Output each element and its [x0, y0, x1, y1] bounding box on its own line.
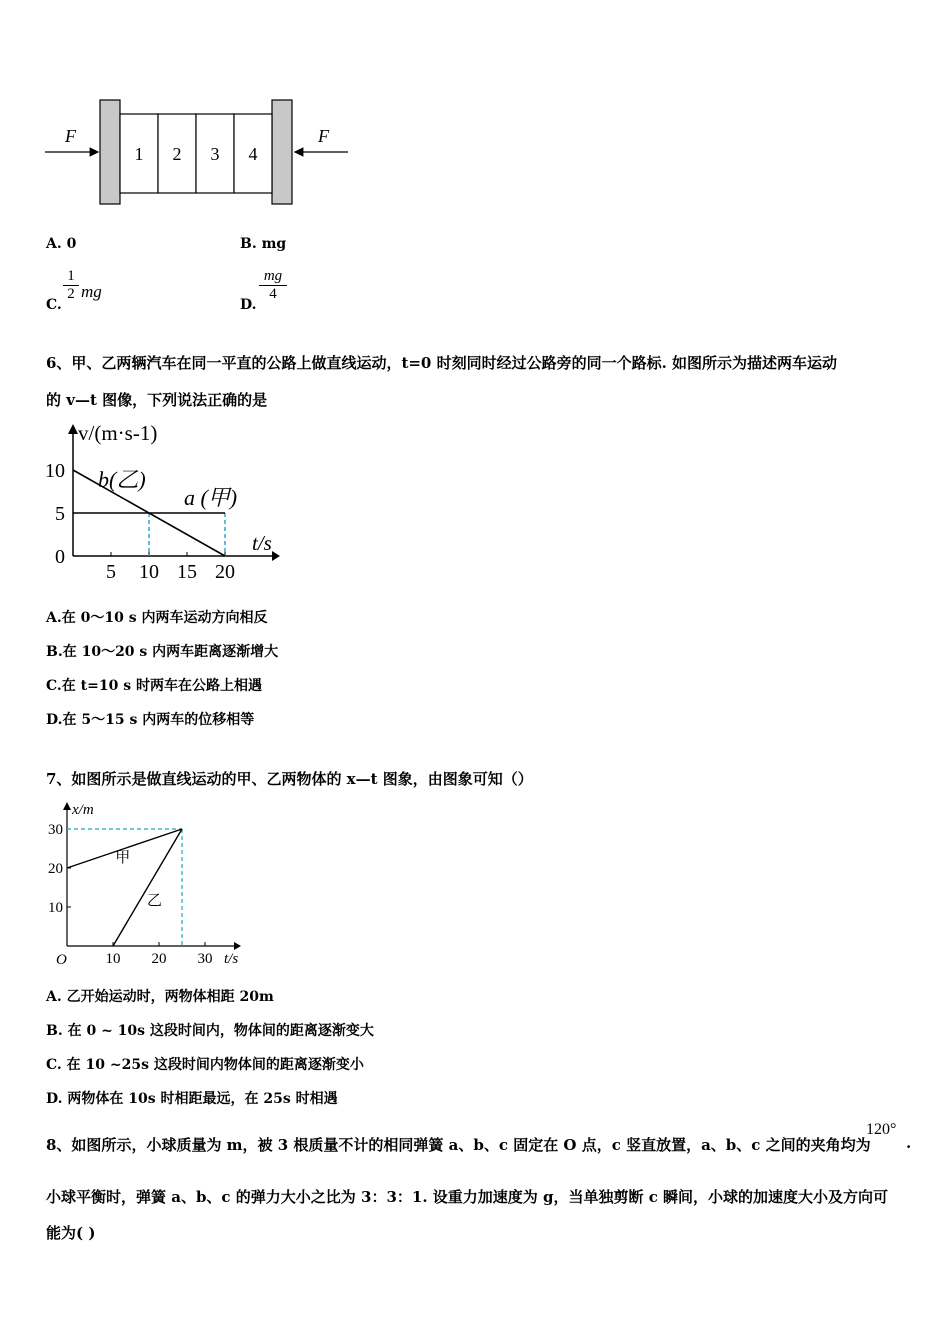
- q6-option-c: C.在 t=10 s 时两车在公路上相遇: [46, 678, 262, 694]
- q7-option-b: B. 在 0 ~ 10s 这段时间内，物体间的距离逐渐变大: [46, 1023, 374, 1039]
- block-3-label: 3: [210, 144, 220, 164]
- x-axis-arrow: [234, 942, 241, 950]
- q5-option-b: B. mg: [240, 236, 287, 252]
- q8-stem-line-2: 小球平衡时，弹簧 a、b、c 的弹力大小之比为 3：3：1. 设重力加速度为 g，当单独剪断 c 瞬间，小球的加速度大小及方向可: [46, 1188, 889, 1206]
- q8-angle: 120°: [866, 1121, 897, 1138]
- q5-option-a: A. 0: [46, 236, 77, 252]
- x-axis-label: t/s: [252, 531, 272, 555]
- q5-option-c-numerator: 1: [63, 268, 79, 286]
- blocks-force-figure: [40, 95, 360, 210]
- q7-option-d: D. 两物体在 10s 时相距最远，在 25s 时相遇: [46, 1091, 338, 1107]
- series-b-label: b(乙): [98, 467, 146, 493]
- y-axis-arrow: [68, 424, 78, 434]
- vt-chart: [40, 420, 290, 585]
- q5-option-c-suffix: mg: [81, 282, 102, 301]
- q8-stem-line-3: 能为( ): [46, 1224, 96, 1242]
- y-axis-label: x/m: [72, 802, 94, 818]
- x-tick-label: 15: [177, 561, 197, 583]
- y-tick-label: 10: [45, 460, 65, 482]
- y-axis-arrow: [63, 802, 71, 810]
- q5-option-d-numerator: mg: [259, 268, 287, 286]
- block-4-label: 4: [248, 144, 258, 164]
- q5-option-c-fraction: [63, 268, 79, 303]
- q5-option-d-denominator: 4: [269, 286, 277, 302]
- q6-option-a: A.在 0～10 s 内两车运动方向相反: [46, 610, 268, 626]
- force-label-right: F: [318, 126, 329, 146]
- x-tick-label: 20: [151, 951, 167, 967]
- left-plate: [100, 100, 120, 204]
- q5-option-c-denominator: 2: [67, 286, 75, 302]
- q7-stem: 7、如图所示是做直线运动的甲、乙两物体的 x—t 图象，由图象可知（）: [46, 770, 533, 788]
- x-tick-label: 20: [215, 561, 235, 583]
- x-tick-label: 30: [197, 951, 213, 967]
- q8-period: .: [906, 1134, 912, 1152]
- x-axis-label: t/s: [224, 951, 239, 967]
- q6-option-b: B.在 10～20 s 内两车距离逐渐增大: [46, 644, 279, 660]
- q7-option-c: C. 在 10 ~25s 这段时间内物体间的距离逐渐变小: [46, 1057, 364, 1073]
- y-tick-label: 20: [48, 861, 63, 877]
- x-tick-label: 5: [106, 561, 116, 583]
- y-tick-label: 30: [48, 822, 63, 838]
- block-1-label: 1: [134, 144, 144, 164]
- series-yi-label: 乙: [147, 893, 163, 910]
- series-a-label: a (甲): [183, 485, 238, 510]
- q5-option-d-fraction: [259, 268, 287, 303]
- y-axis-label: v/(m·s-1): [78, 421, 158, 445]
- y-tick-label: 10: [48, 900, 63, 916]
- q5-option-c-prefix: C.: [46, 297, 62, 313]
- q5-option-d-prefix: D.: [240, 297, 257, 313]
- series-jia-label: 甲: [115, 850, 131, 867]
- x-tick-label: 10: [139, 561, 159, 583]
- q7-option-a: A. 乙开始运动时，两物体相距 20m: [46, 989, 274, 1005]
- y-tick-label: 0: [55, 546, 65, 568]
- q8-stem-line-1: 8、如图所示，小球质量为 m，被 3 根质量不计的相同弹簧 a、b、c 固定在 O 点，c 竖直放置，a、b、c 之间的夹角均为: [46, 1136, 871, 1154]
- x-tick-label: 10: [105, 951, 121, 967]
- x-axis-arrow: [272, 551, 280, 561]
- series-yi-line: [113, 829, 182, 946]
- q6-stem-line-2: 的 v—t 图像，下列说法正确的是: [46, 391, 268, 409]
- right-plate: [272, 100, 292, 204]
- force-label-left: F: [65, 126, 76, 146]
- origin-label: O: [56, 952, 67, 968]
- y-tick-label: 5: [55, 503, 65, 525]
- block-2-label: 2: [172, 144, 182, 164]
- q6-option-d: D.在 5～15 s 内两车的位移相等: [46, 712, 255, 728]
- xt-chart: [40, 798, 260, 973]
- q6-stem-line-1: 6、甲、乙两辆汽车在同一平直的公路上做直线运动，t=0 时刻同时经过公路旁的同一个路标. 如图所示为描述两车运动: [46, 354, 838, 372]
